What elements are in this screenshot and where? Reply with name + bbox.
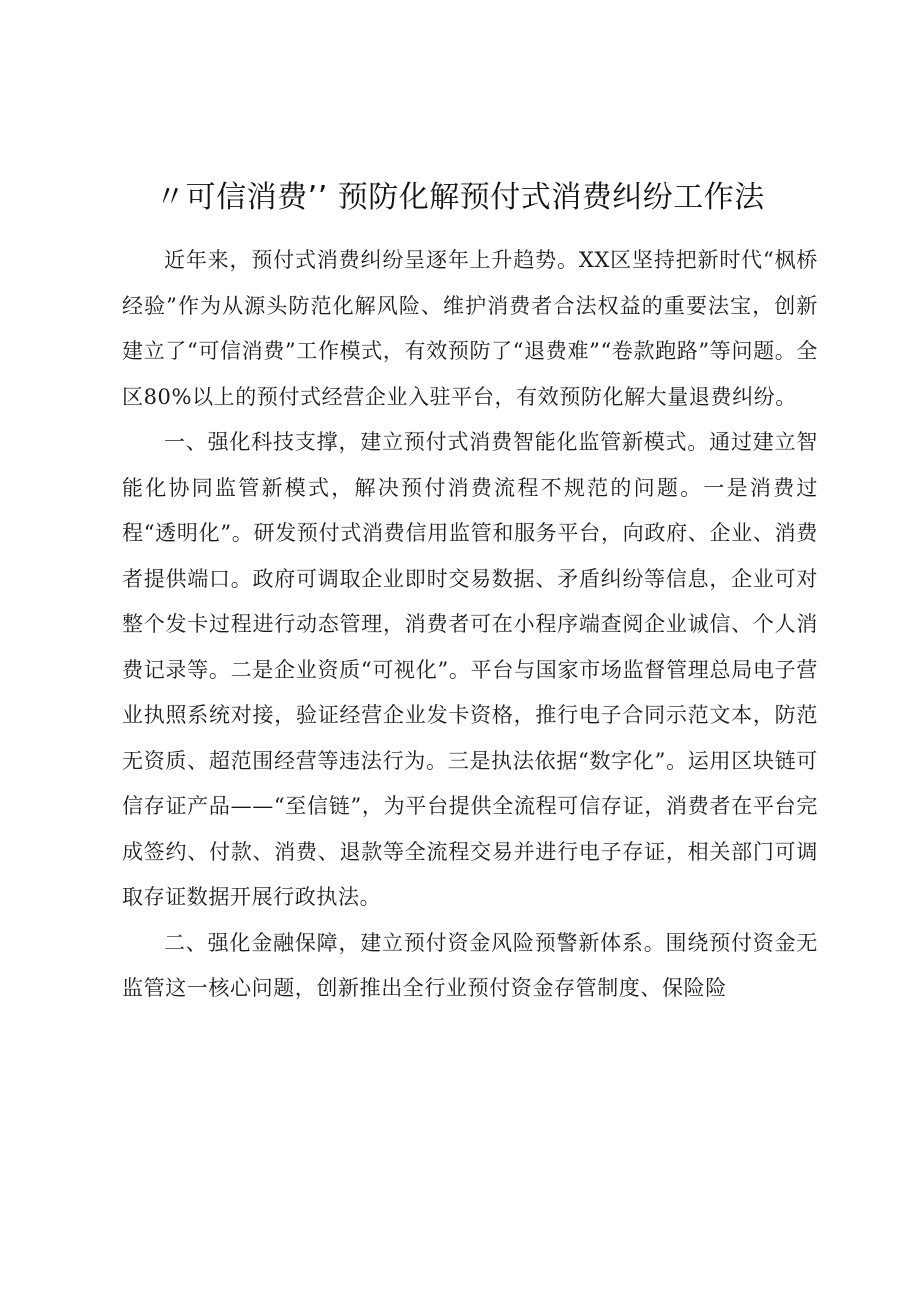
section-one-text: 通过建立智能化协同监管新模式，解决预付消费流程不规范的问题。一是消费过程“透明化”。研发预付式消费信用监管和服务平台，向政府、企业、消费者提供端口。政府可调取企业即时交易数据、矛盾纠纷等信息，企业可对整个发卡过程进行动态管理，消费者可在小程序端查阅企业诚信、个人消费记录等。二是企业资质“可视化”。平台与国家市场监督管理总局电子营业执照系统对接，验证经营企业发卡资格，推行电子合同示范文本，防范无资质、超范围经营等违法行为。三是执法依据“数字化”。运用区块链可信存证产品——“至信链”，为平台提供全流程可信存证，消费者在平台完成签约、付款、消费、退款等全流程交易并进行电子存证，相关部门可调取存证数据开展行政执法。 [122,430,818,909]
paragraph-intro [122,238,818,420]
paragraph-section-two [122,921,818,1012]
paragraph-intro-text: 近年来，预付式消费纠纷呈逐年上升趋势。XX区坚持把新时代“枫桥经验”作为从源头防范化解风险、维护消费者合法权益的重要法宝，创新建立了“可信消费”工作模式，有效预防了“退费难”“卷款跑路”等问题。全区80%以上的预付式经营企业入驻平台，有效预防化解大量退费纠纷。 [122,248,818,409]
section-two-text: 围绕预付资金无监管这一核心问题，创新推出全行业预付资金存管制度、保险险 [122,930,818,1000]
document-title: 〃可信消费’’ 预防化解预付式消费纠纷工作法 [155,180,765,215]
section-two-heading: 二、强化金融保障，建立预付资金风险预警新体系。 [164,930,666,955]
document-body [122,238,818,1012]
section-one-heading: 一、强化科技支撑，建立预付式消费智能化监管新模式。 [164,430,710,454]
paragraph-section-one [122,420,818,921]
